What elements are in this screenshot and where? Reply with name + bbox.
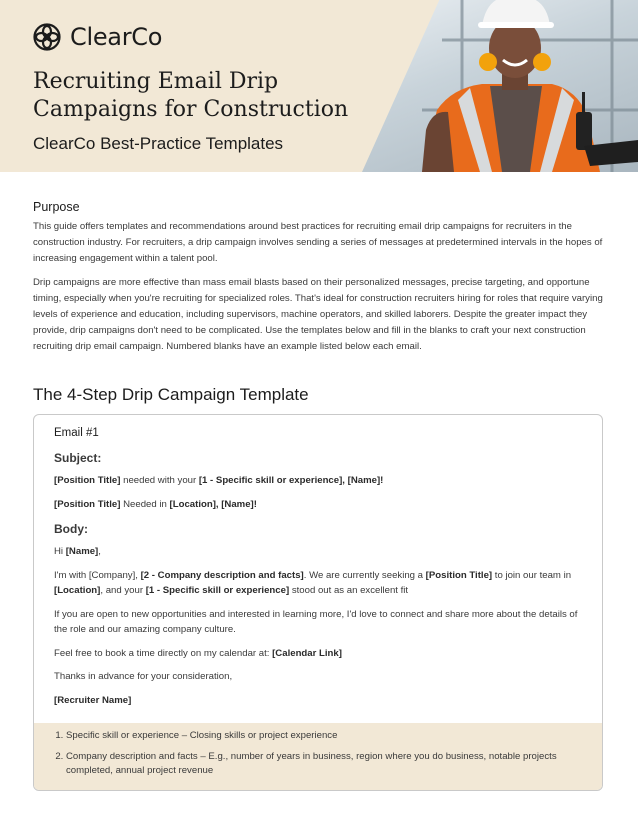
body-heading: Body: [54,522,88,536]
footnote-item: 1. Specific skill or experience – Closing skills or project experience [66,729,586,744]
brand-name: ClearCo [70,23,163,51]
placeholder-skill-name: [1 - Specific skill or experience], [Name] [198,475,381,486]
body-text: stood out as an excellent fit [289,585,409,596]
footnote-item: 2. Company description and facts – E.g., number of years in business, region where you do business, notable projects completed, annual project revenue [66,750,586,779]
brand-logo [32,22,162,52]
email-template-card [33,414,603,791]
greeting-text: Hi [54,546,66,557]
body-paragraph-4: Thanks in advance for your consideration, [54,671,233,682]
placeholder-position-title: [Position Title] [54,475,121,486]
construction-worker-photo [362,0,638,172]
page-title-line-2: Campaigns for Construction [33,97,349,122]
subject-text: needed with your [120,475,199,486]
placeholder-recruiter-name: [Recruiter Name] [54,694,132,706]
placeholder-company-description: [2 - Company description and facts] [140,569,304,581]
body-paragraph-2: If you are open to new opportunities and interested in learning more, I'd love to connect and share more about the details of the role and our amazing company culture. [54,608,578,635]
purpose-paragraph-2: Drip campaigns are more effective than mass email blasts based on their personalized messages, precise targeting, and opportune timing, especially when you're recruiting for specialized roles. That's ideal for construction recruiters hiring for roles that require varying levels of experience and education, including supervisors, machine operators, and skilled laborers. Despite the greater impact they provide, drip campaigns don't need to be complicated. Use the templates below and fill in the blanks to craft your next construction recruiting drip email campaign. Numbered blanks have an example listed below each email. [33,276,603,353]
body-text: I'm with [Company], [54,569,141,581]
footnotes-panel [34,723,602,790]
placeholder-position-title: [Position Title] [425,569,493,581]
section-title: The 4-Step Drip Campaign Template [33,385,309,404]
body-text: , and your [100,585,146,596]
signature [54,693,586,709]
placeholder-skill: [1 - Specific skill or experience] [145,585,290,596]
subject-line-2 [54,497,586,513]
subject-text: Needed in [120,498,170,510]
placeholder-location-name: [Location], [Name] [169,498,254,510]
subject-punctuation: ! [380,475,384,486]
placeholder-calendar-link: [Calendar Link] [272,647,342,659]
header-banner [0,0,638,172]
page-subtitle: ClearCo Best-Practice Templates [33,134,284,153]
subject-line-1 [54,473,586,489]
placeholder-location: [Location] [54,585,101,596]
purpose-heading: Purpose [33,200,80,214]
placeholder-position-title: [Position Title] [54,498,121,510]
clearco-logo-icon [32,22,62,52]
body-paragraph-1 [54,568,586,599]
subject-punctuation: ! [253,498,257,510]
footnotes-list [34,723,602,779]
subject-heading: Subject: [54,451,102,465]
page-title-line-1: Recruiting Email Drip [33,69,279,94]
body-text: . We are currently seeking a [303,569,426,581]
greeting-punctuation: , [98,546,101,557]
body-text: to join our team in [492,569,572,581]
purpose-section [33,200,603,363]
greeting-line [54,544,586,560]
body-text: Feel free to book a time directly on my calendar at: [54,647,273,659]
purpose-paragraph-1: This guide offers templates and recommendations around best practices for recruiting email drip campaigns for recruiters in the construction industry. For recruiters, a drip campaign involves sending a series of messages at predetermined intervals in the hopes of increasing engagement within a talent pool. [33,221,603,265]
body-paragraph-3 [54,646,586,662]
page-title [33,68,363,124]
placeholder-name: [Name] [65,546,99,557]
email-label: Email #1 [54,427,99,439]
